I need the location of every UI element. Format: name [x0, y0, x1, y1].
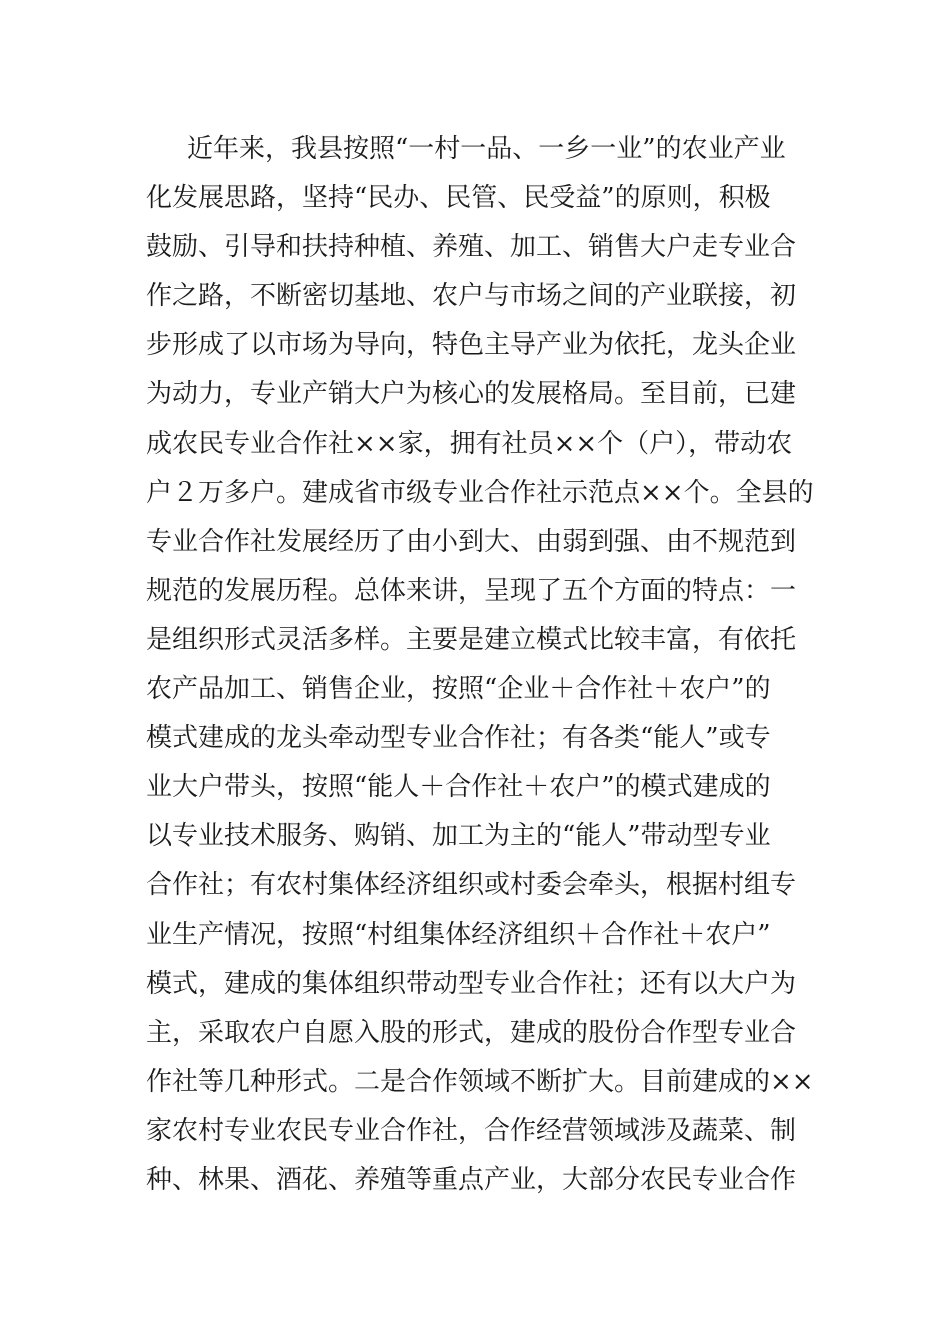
paragraph-line: 家农村专业农民专业合作社，合作经营领域涉及蔬菜、制 — [146, 1115, 797, 1146]
paragraph-line: 作之路，不断密切基地、农户与市场之间的产业联接，初 — [146, 281, 797, 312]
paragraph-line: 模式建成的龙头牵动型专业合作社；有各类“能人”或专 — [146, 723, 771, 754]
paragraph-line: 步形成了以市场为导向，特色主导产业为依托，龙头企业 — [146, 330, 797, 361]
paragraph-line: 为动力，专业产销大户为核心的发展格局。至目前，已建 — [146, 379, 797, 410]
paragraph-line: 户２万多户。建成省市级专业合作社示范点××个。全县的 — [146, 477, 814, 508]
paragraph-line: 专业合作社发展经历了由小到大、由弱到强、由不规范到 — [146, 526, 797, 557]
paragraph-line: 以专业技术服务、购销、加工为主的“能人”带动型专业 — [146, 821, 771, 852]
paragraph-line: 规范的发展历程。总体来讲，呈现了五个方面的特点：一 — [146, 575, 797, 606]
paragraph-line: 业大户带头，按照“能人＋合作社＋农户”的模式建成的 — [146, 772, 771, 803]
paragraph-line: 农产品加工、销售企业，按照“企业＋合作社＋农户”的 — [146, 674, 771, 705]
paragraph-line: 作社等几种形式。二是合作领域不断扩大。目前建成的×× — [146, 1066, 814, 1097]
body-paragraph — [146, 125, 816, 1205]
paragraph-line: 种、林果、酒花、养殖等重点产业，大部分农民专业合作 — [146, 1164, 797, 1195]
paragraph-line: 主，采取农户自愿入股的形式，建成的股份合作型专业合 — [146, 1017, 797, 1048]
paragraph-line: 成农民专业合作社××家，拥有社员××个（户），带动农 — [146, 428, 793, 459]
paragraph-line: 化发展思路，坚持“民办、民管、民受益”的原则，积极 — [146, 183, 771, 214]
paragraph-line: 鼓励、引导和扶持种植、养殖、加工、销售大户走专业合 — [146, 232, 797, 263]
paragraph-line: 合作社；有农村集体经济组织或村委会牵头，根据村组专 — [146, 870, 797, 901]
paragraph-line: 是组织形式灵活多样。主要是建立模式比较丰富，有依托 — [146, 624, 797, 655]
paragraph-line: 模式，建成的集体组织带动型专业合作社；还有以大户为 — [146, 968, 797, 999]
paragraph-line: 业生产情况，按照“村组集体经济组织＋合作社＋农户” — [146, 919, 771, 950]
paragraph-line: 近年来，我县按照“一村一品、一乡一业”的农业产业 — [187, 134, 786, 164]
